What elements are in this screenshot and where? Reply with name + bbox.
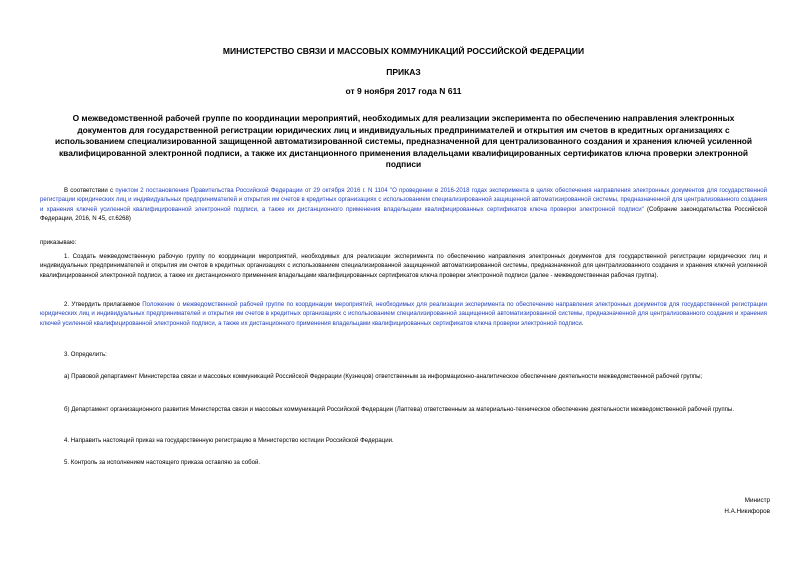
signature-name: Н.А.Никифоров <box>724 508 770 515</box>
item-2 <box>40 300 767 328</box>
preamble-tail: (Собрание законодательства Российской Федерации, 2016, N 45, ст.6268) <box>40 205 767 223</box>
item-3a: а) Правовой департамент Министерства связи и массовых коммуникаций Российской Федерации (Кузнецов) ответственным за информационно-аналитическое обеспечение деятельности межведомственной рабочей группы; <box>64 373 703 380</box>
item-3b: б) Департамент организационного развития Министерства связи и массовых коммуникаций Российской Федерации (Лаптева) ответственным за материально-техническое обеспечение деятельности межведомственной рабочей группы. <box>64 406 735 413</box>
ministry-heading: МИНИСТЕРСТВО СВЯЗИ И МАССОВЫХ КОММУНИКАЦИЙ РОССИЙСКОЙ ФЕДЕРАЦИИ <box>222 46 585 56</box>
government-decree-link[interactable]: пунктом 2 постановления Правительства Российской Федерации от 29 октября 2016 г. N 1104 "О проведении в 2016-2018 годах эксперимента в целях обеспечения направления электронных документов для государственной регистрации юридических лиц и индивидуальных предпринимателей и открытия им счетов в кредитных организациях с использованием специализированной защищенной автоматизированной системы, предназначенной для централизованного создания и хранения ключей усиленной квалифицированной электронной подписи, а также их дистанционного применения владельцами квалифицированных сертификатов ключа проверки электронной подписи" <box>40 187 767 213</box>
item-1: 1. Создать межведомственную рабочую группу по координации мероприятий, необходимых для реализации эксперимента по обеспечению направления электронных документов для государственной регистрации юридических лиц и индивидуальных предпринимателей и открытия им счетов в кредитных организациях с использованием специализированной защищенной автоматизированной системы, предназначенной для централизованного создания и хранения ключей усиленной квалифицированной электронной подписи, а также их дистанционного применения владельцами квалифицированных сертификатов ключа проверки электронной подписи (далее - межведомственная рабочая группа). <box>40 253 767 279</box>
order-word: приказываю: <box>40 239 77 246</box>
item-4: 4. Направить настоящий приказ на государственную регистрацию в Министерство юстиции Российской Федерации. <box>64 437 394 444</box>
document-type: ПРИКАЗ <box>386 67 421 77</box>
document-title: О межведомственной рабочей группе по координации мероприятий, необходимых для реализации эксперимента по обеспечению направления электронных документов для государственной регистрации юридических лиц и индивидуальных предпринимателей и открытия им счетов в кредитных организациях с использованием специализированной защищенной автоматизированной системы, предназначенной для централизованного создания и хранения ключей усиленной квалифицированной электронной подписи, а также их дистанционного применения владельцами квалифицированных сертификатов ключа проверки электронной подписи <box>54 113 753 170</box>
item-2-tail: . <box>581 319 584 327</box>
preamble-lead: В соответствии с <box>64 187 116 194</box>
regulation-link[interactable]: Положение о межведомственной рабочей группе по координации мероприятий, необходимых для реализации эксперимента по обеспечению направления электронных документов для государственной регистрации юридических лиц и индивидуальных предпринимателей и открытия им счетов в кредитных организациях с использованием специализированной защищенной автоматизированной системы, предназначенной для централизованного создания и хранения ключей усиленной квалифицированной электронной подписи, а также их дистанционного применения владельцами квалифицированных сертификатов ключа проверки электронной подписи <box>40 301 767 327</box>
item-3: 3. Определить: <box>64 351 107 358</box>
preamble-paragraph <box>40 186 767 224</box>
document-date-number: от 9 ноября 2017 года N 611 <box>345 86 462 96</box>
signature-position: Министр <box>744 497 770 504</box>
item-2-lead: 2. Утвердить прилагаемое <box>64 301 143 308</box>
item-5: 5. Контроль за исполнением настоящего приказа оставляю за собой. <box>64 459 261 466</box>
